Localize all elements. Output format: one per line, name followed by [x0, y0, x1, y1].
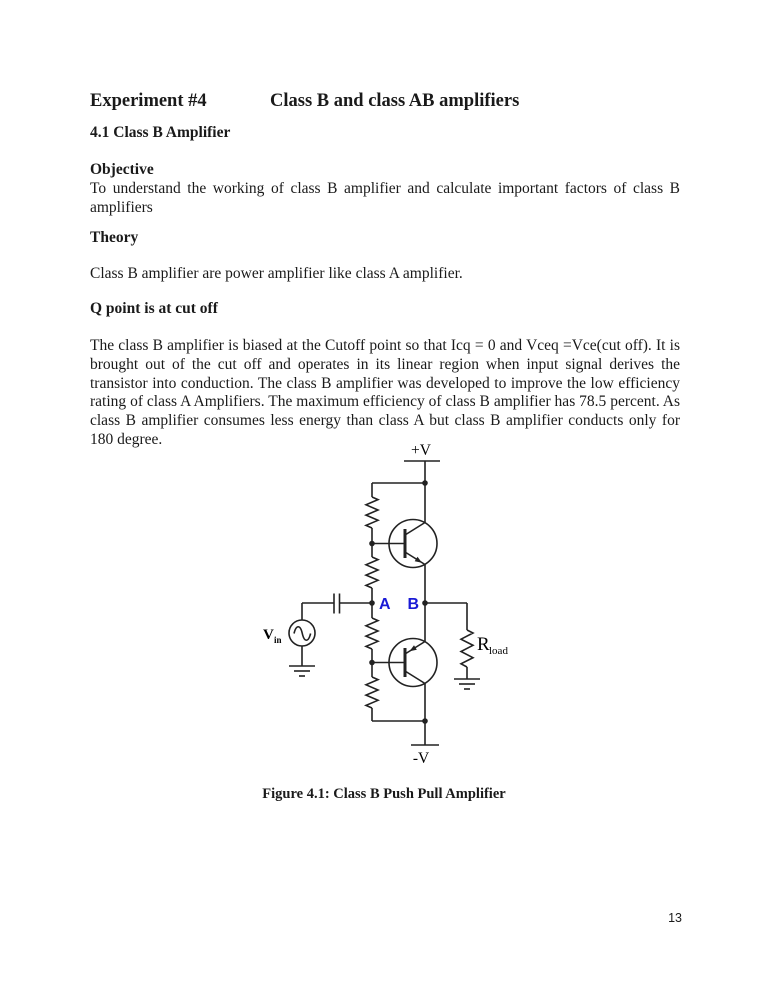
node-b-label: B [407, 596, 419, 613]
junction-dot [422, 718, 428, 724]
vin-label: V [263, 627, 274, 643]
rload-label: R [477, 634, 490, 655]
figure-caption: Figure 4.1: Class B Push Pull Amplifier [262, 786, 506, 802]
objective-paragraph: To understand the working of class B amplifier and calculate important factors of class B amplifiers [90, 180, 680, 216]
qpoint-heading: Q point is at cut off [90, 300, 218, 317]
experiment-number: Experiment #4 [90, 91, 207, 111]
rload-subscript: load [489, 645, 508, 657]
bias-resistor-3 [366, 618, 378, 649]
positive-supply-label: +V [411, 442, 431, 459]
title-row [90, 91, 690, 112]
bias-resistor-4 [366, 677, 378, 708]
npn-collector [405, 523, 425, 536]
vin-subscript: in [274, 635, 282, 645]
bias-resistor-1 [366, 497, 378, 528]
npn-emitter-arrow [415, 557, 422, 563]
objective-heading: Objective [90, 161, 154, 178]
page-number: 13 [668, 911, 682, 925]
bias-resistor-2 [366, 557, 378, 588]
pnp-emitter-arrow [410, 645, 417, 651]
circuit-diagram [250, 438, 520, 772]
ac-source-sine [294, 627, 311, 641]
node-a-label: A [379, 596, 391, 613]
negative-supply-label: -V [412, 750, 430, 767]
npn-emitter [405, 552, 425, 565]
page-title: Class B and class AB amplifiers [270, 91, 520, 111]
theory-paragraph: Class B amplifier are power amplifier like class A amplifier. [90, 265, 463, 282]
pnp-collector [405, 671, 425, 684]
load-resistor [461, 630, 473, 667]
section-heading: 4.1 Class B Amplifier [90, 124, 231, 141]
qpoint-paragraph: The class B amplifier is biased at the Cutoff point so that Icq = 0 and Vceq =Vce(cut off). It is brought out of the cut off and operates in its linear region when input signal derives the transistor into conduction. The class B amplifier was developed to improve the low efficiency rating of class A Amplifiers. The maximum efficiency of class B amplifier has 78.5 percent. As class B amplifier consumes less energy than class A but class B amplifier conducts only for 180 degree. [90, 337, 680, 448]
theory-heading: Theory [90, 229, 139, 246]
